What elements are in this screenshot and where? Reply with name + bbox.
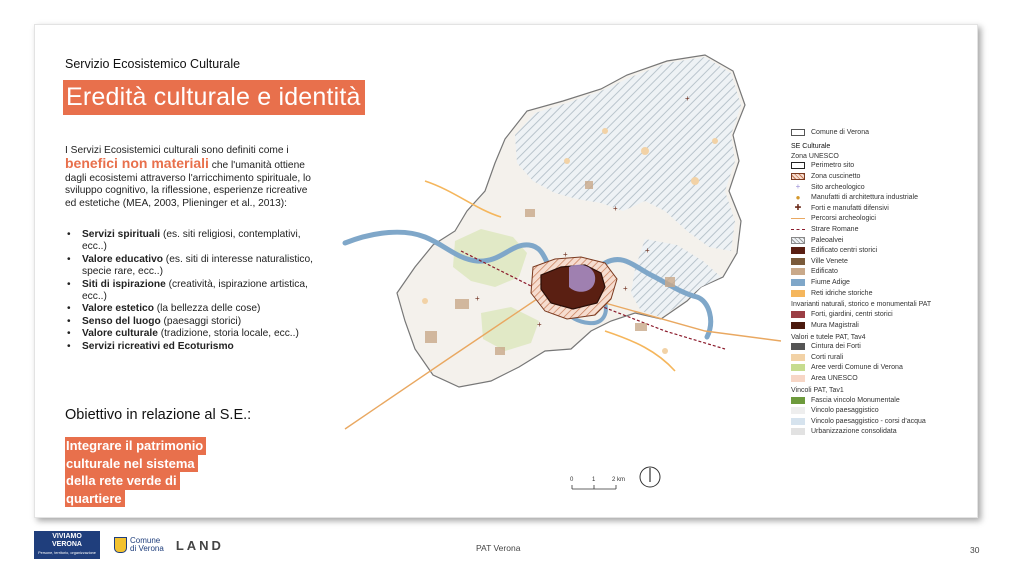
legend-label: Edificato centri storici [811,247,878,255]
list-item: • Servizi spirituali (es. siti religiosi, contemplativi, ecc..) [65,229,325,254]
roman-road-swatch [791,229,805,230]
svg-text:+: + [563,250,568,259]
footer-logos [34,530,224,560]
legend-heading: SE Culturale [791,142,831,150]
legend-heading: Zona UNESCO [791,152,839,160]
list-item: • Servizi ricreativi ed Ecoturismo [65,341,325,353]
path-swatch [791,218,805,219]
legend-swatch [791,290,805,297]
legend-row [791,395,976,406]
list-item: • Valore estetico (la bellezza delle cose) [65,303,325,315]
list-item: • Valore culturale (tradizione, storia locale, ecc..) [65,328,325,340]
slide [34,24,978,518]
list-item: • Siti di ispirazione (creatività, ispirazione artistica, ecc..) [65,279,325,304]
legend-row [791,235,976,246]
shield-icon [114,537,127,553]
legend-label: Mura Magistrali [811,321,859,329]
legend-label: Sito archeologico [811,183,865,191]
legend-label: Forti, giardini, centri storici [811,311,893,319]
intro-before: I Servizi Ecosistemici culturali sono definiti come i [65,145,289,156]
hatch-swatch [791,237,805,244]
legend-label: Corti rurali [811,353,844,361]
legend-swatch [791,364,805,371]
legend-swatch [791,268,805,275]
legend-swatch [791,258,805,265]
legend-label: Edificato [811,268,838,276]
page-number: 30 [970,545,980,555]
fort-icon: ✚ [794,203,802,213]
objective-label: Obiettivo in relazione al S.E.: [65,407,252,423]
legend-row [791,277,976,288]
scale-label-0: 0 [570,477,574,483]
svg-text:+: + [475,294,480,303]
legend-label: Zona cuscinetto [811,172,861,180]
legend-row [791,320,976,331]
legend-swatch [791,311,805,318]
scale-label-1: 1 [592,477,596,483]
legend-swatch [791,418,805,425]
intro-highlight: benefici non materiali [65,155,209,172]
section-label: Servizio Ecosistemico Culturale [65,57,241,71]
legend-row [791,192,976,203]
svg-text:+: + [685,94,690,103]
legend-label: Reti idriche storiche [811,289,873,297]
legend-row [791,214,976,225]
legend-swatch [791,407,805,414]
legend-row [791,309,976,320]
legend-label: Perimetro sito [811,162,855,170]
legend-row [791,427,976,438]
legend-row [791,256,976,267]
legend-swatch [791,397,805,404]
legend-row [791,182,976,193]
intro-text [65,145,315,210]
list-item: • Valore educativo (es. siti di interesse naturalistico, specie rare, ecc..) [65,254,325,279]
legend-label: Paleoalvei [811,236,844,244]
objective-line: culturale nel sistema [65,455,198,473]
legend-label: Strare Romane [811,225,859,233]
footer-title: PAT Verona [476,543,521,553]
legend-label: Comune di Verona [811,128,869,136]
legend-row [791,267,976,278]
svg-text:+: + [613,204,618,213]
legend-row [791,416,976,427]
scale-label-2: 2 km [612,477,626,483]
objective-line: quartiere [65,490,125,508]
legend-label: Manufatti di architettura industriale [811,194,918,202]
legend-row [791,224,976,235]
verona-map [305,31,785,501]
legend-label: Vincolo paesaggistico - corsi d'acqua [811,417,926,425]
legend-row [791,363,976,374]
map-legend [791,127,976,437]
legend-label: Percorsi archeologici [811,215,876,223]
scale-bar [570,473,650,497]
legend-row [791,127,976,138]
perimeter-swatch [791,162,805,169]
legend-row [791,171,976,182]
legend-row [791,203,976,214]
objective-line: Integrare il patrimonio [65,437,206,455]
land-logo: LAND [175,537,224,553]
legend-label: Cintura dei Forti [811,343,861,351]
svg-text:+: + [645,246,650,255]
archaeological-site-icon: + [795,182,801,192]
svg-text:+: + [537,320,542,329]
legend-label: Fascia vincolo Monumentale [811,396,900,404]
legend-row [791,161,976,172]
legend-swatch [791,375,805,382]
industrial-site-icon: ● [795,192,801,202]
legend-swatch [791,343,805,350]
legend-row [791,245,976,256]
legend-label: Fiume Adige [811,278,850,286]
legend-label: Aree verdi Comune di Verona [811,364,903,372]
buffer-swatch [791,173,805,180]
legend-heading: Vincoli PAT, Tav1 [791,386,844,394]
intro-after: che l'umanità ottiene dagli ecosistemi attraverso l'arricchimento spirituale, lo sviluppo cognitivo, la riflessione, esperienze ricreative ed estetiche (MEA, 2003, Plieninger et al., 2013): [65,160,311,209]
legend-heading: Valori e tutele PAT, Tav4 [791,333,866,341]
legend-swatch [791,247,805,254]
legend-row [791,288,976,299]
legend-row [791,405,976,416]
legend-row [791,373,976,384]
viviamo-verona-logo: VIVIAMO VERONA Persone, territorio, organizzazione [34,531,100,559]
legend-swatch [791,279,805,286]
legend-label: Vincolo paesaggistico [811,407,879,415]
objective-box [65,437,206,507]
page-title: Eredità culturale e identità [63,80,365,115]
legend-swatch [791,322,805,329]
legend-row [791,342,976,353]
comune-swatch [791,129,805,136]
legend-label: Urbanizzazione consolidata [811,428,897,436]
legend-swatch [791,354,805,361]
objective-line: della rete verde di [65,472,180,490]
legend-heading: Invarianti naturali, storico e monumentali PAT [791,301,932,309]
svg-text:+: + [623,284,628,293]
services-list [65,229,325,353]
north-arrow-icon [639,466,661,488]
legend-row [791,352,976,363]
legend-swatch [791,428,805,435]
list-item: • Senso del luogo (paesaggi storici) [65,316,325,328]
legend-label: Forti e manufatti difensivi [811,204,889,212]
legend-label: Ville Venete [811,257,848,265]
comune-verona-logo: Comune di Verona [114,537,164,554]
legend-label: Area UNESCO [811,375,858,383]
